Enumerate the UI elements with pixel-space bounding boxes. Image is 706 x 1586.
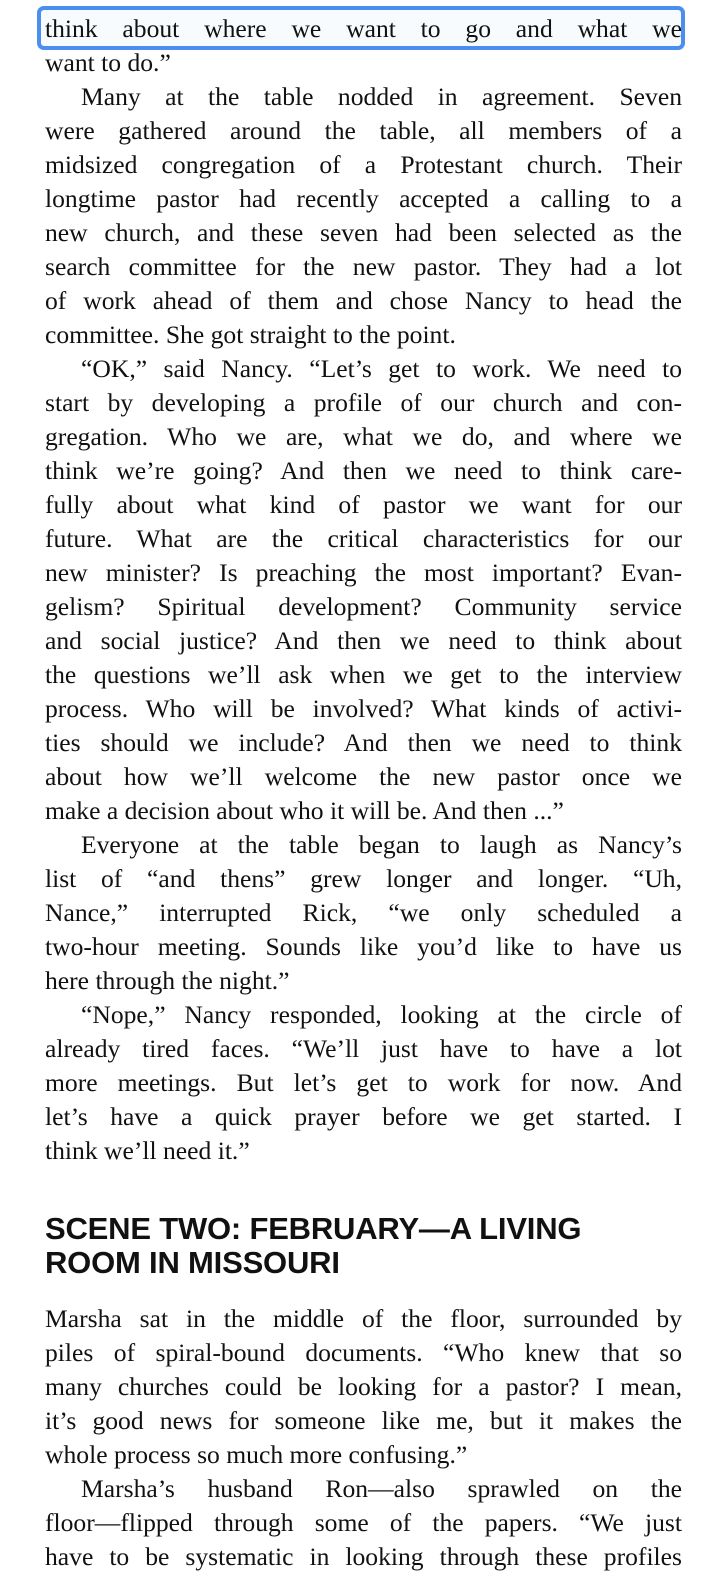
- text-line: many churches could be looking for a pastor? I mean,: [45, 1372, 682, 1401]
- text-line: future. What are the critical characteristics for our: [45, 524, 682, 553]
- text-line: committee. She got straight to the point.: [45, 320, 456, 349]
- text-line: have to be systematic in looking through these profiles: [45, 1542, 682, 1571]
- text-line: two-hour meeting. Sounds like you’d like to have us: [45, 932, 682, 961]
- text-line: process. Who will be involved? What kinds of activi-: [45, 694, 682, 723]
- text-line: make a decision about who it will be. And then ...”: [45, 796, 564, 825]
- text-line: floor—flipped through some of the papers. “We just: [45, 1508, 682, 1537]
- text-line: think we’re going? And then we need to think care-: [45, 456, 682, 485]
- text-line: longtime pastor had recently accepted a calling to a: [45, 184, 682, 213]
- text-line: want to do.”: [45, 48, 171, 77]
- text-line: here through the night.”: [45, 966, 290, 995]
- text-line: Nance,” interrupted Rick, “we only scheduled a: [45, 898, 682, 927]
- text-line: were gathered around the table, all members of a: [45, 116, 682, 145]
- text-line: more meetings. But let’s get to work for now. And: [45, 1068, 682, 1097]
- text-line: gregation. Who we are, what we do, and where we: [45, 422, 682, 451]
- text-line: list of “and thens” grew longer and longer. “Uh,: [45, 864, 682, 893]
- text-line: it’s good news for someone like me, but it makes the: [45, 1406, 682, 1435]
- text-line: new minister? Is preaching the most important? Evan-: [45, 558, 682, 587]
- text-line: midsized congregation of a Protestant church. Their: [45, 150, 682, 179]
- text-line: Everyone at the table began to laugh as Nancy’s: [81, 830, 682, 859]
- section-heading-line-1: SCENE TWO: FEBRUARY—A LIVING: [45, 1211, 582, 1246]
- text-line: the questions we’ll ask when we get to the interview: [45, 660, 682, 689]
- text-line: gelism? Spiritual development? Community service: [45, 592, 682, 621]
- section-heading-line-2: ROOM IN MISSOURI: [45, 1245, 340, 1280]
- text-line: let’s have a quick prayer before we get started. I: [45, 1102, 682, 1131]
- text-line: whole process so much more confusing.”: [45, 1440, 468, 1469]
- text-line: piles of spiral-bound documents. “Who knew that so: [45, 1338, 682, 1367]
- text-line: Marsha sat in the middle of the floor, surrounded by: [45, 1304, 682, 1333]
- text-line: search committee for the new pastor. They had a lot: [45, 252, 682, 281]
- text-line: fully about what kind of pastor we want for our: [45, 490, 682, 519]
- text-line: of work ahead of them and chose Nancy to head the: [45, 286, 682, 315]
- text-line: already tired faces. “We’ll just have to have a lot: [45, 1034, 682, 1063]
- text-line: think about where we want to go and what we: [45, 14, 682, 43]
- text-line: “Nope,” Nancy responded, looking at the circle of: [81, 1000, 682, 1029]
- text-line: and social justice? And then we need to think about: [45, 626, 682, 655]
- text-line: start by developing a profile of our church and con-: [45, 388, 682, 417]
- text-line: “OK,” said Nancy. “Let’s get to work. We need to: [81, 354, 682, 383]
- text-line: about how we’ll welcome the new pastor once we: [45, 762, 682, 791]
- text-line: think we’ll need it.”: [45, 1136, 250, 1165]
- text-line: ties should we include? And then we need to think: [45, 728, 682, 757]
- text-line: Many at the table nodded in agreement. Seven: [81, 82, 682, 111]
- text-line: Marsha’s husband Ron—also sprawled on the: [81, 1474, 682, 1503]
- text-line: new church, and these seven had been selected as the: [45, 218, 682, 247]
